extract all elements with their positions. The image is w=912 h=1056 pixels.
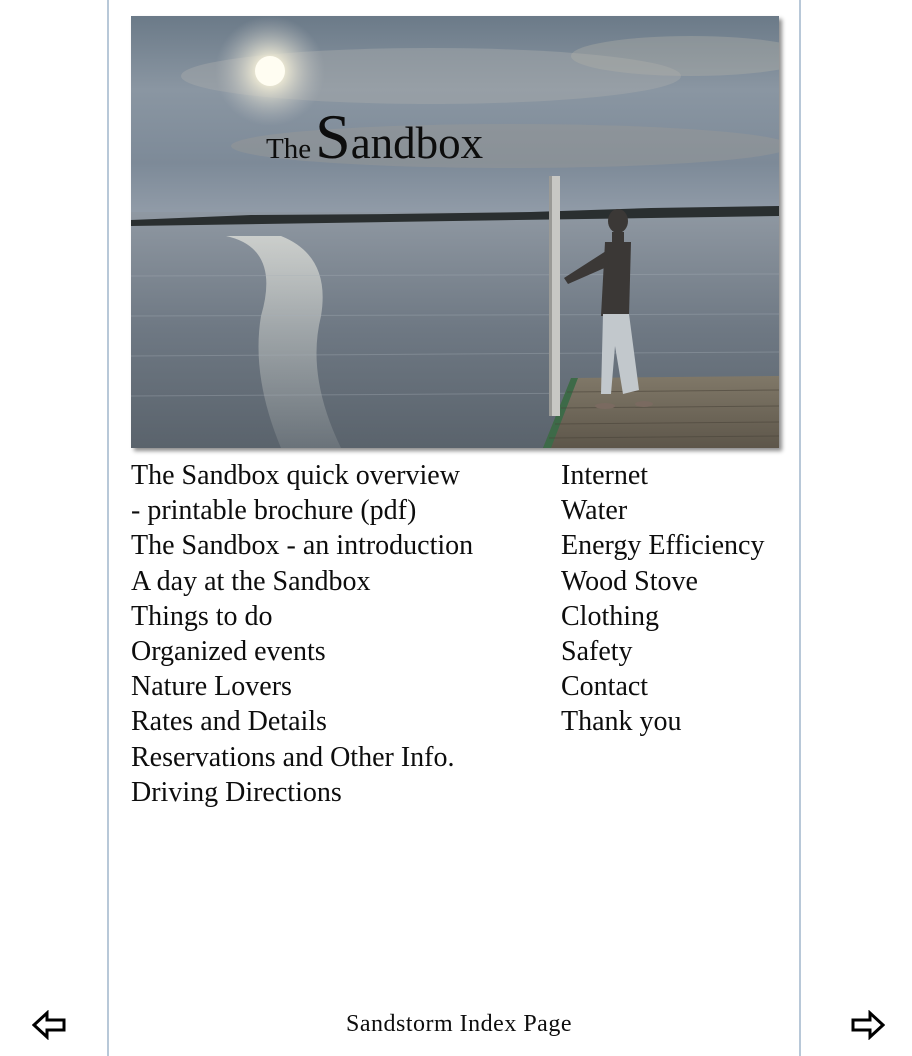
nav-link-wood-stove[interactable]: Wood Stove — [561, 565, 698, 597]
nav-left-column — [131, 458, 473, 810]
nav-right-column — [561, 458, 764, 740]
nav-link-introduction[interactable]: The Sandbox - an introduction — [131, 530, 474, 562]
hero-title — [266, 100, 483, 174]
nav-link-nature-lovers[interactable]: Nature Lovers — [131, 671, 292, 703]
arrow-right-icon — [851, 1010, 885, 1040]
nav-link-quick-overview[interactable]: The Sandbox quick overview — [131, 460, 460, 491]
hero-photo — [131, 16, 779, 448]
sandstorm-index-link[interactable]: Sandstorm Index Page — [346, 1011, 572, 1037]
nav-link-organized-events[interactable]: Organized events — [131, 636, 326, 668]
nav-link-day-at-sandbox[interactable]: A day at the Sandbox — [131, 565, 371, 597]
nav-link-rates-details[interactable]: Rates and Details — [131, 706, 327, 738]
hero-title-the: The — [266, 133, 312, 165]
nav-link-driving-directions[interactable]: Driving Directions — [131, 776, 342, 808]
nav-link-reservations[interactable]: Reservations and Other Info. — [131, 741, 455, 773]
nav-link-printable-brochure[interactable]: - printable brochure (pdf) — [131, 495, 417, 527]
arrow-left-icon — [32, 1010, 66, 1040]
nav-link-internet[interactable]: Internet — [561, 460, 649, 491]
nav-link-energy-efficiency[interactable]: Energy Efficiency — [561, 530, 765, 562]
right-page-border — [799, 0, 801, 1056]
lake-dock-scene — [131, 16, 779, 448]
nav-link-clothing[interactable]: Clothing — [561, 600, 660, 632]
left-page-border — [107, 0, 109, 1056]
forward-arrow-button[interactable] — [851, 1010, 885, 1045]
hero-title-rest: andbox — [350, 118, 484, 168]
nav-link-safety[interactable]: Safety — [561, 636, 633, 668]
hero-title-initial: S — [315, 101, 351, 172]
nav-link-contact[interactable]: Contact — [561, 671, 649, 703]
back-arrow-button[interactable] — [32, 1010, 66, 1045]
nav-link-things-to-do[interactable]: Things to do — [131, 600, 273, 632]
nav-link-thank-you[interactable]: Thank you — [561, 706, 682, 738]
nav-link-water[interactable]: Water — [561, 495, 628, 527]
